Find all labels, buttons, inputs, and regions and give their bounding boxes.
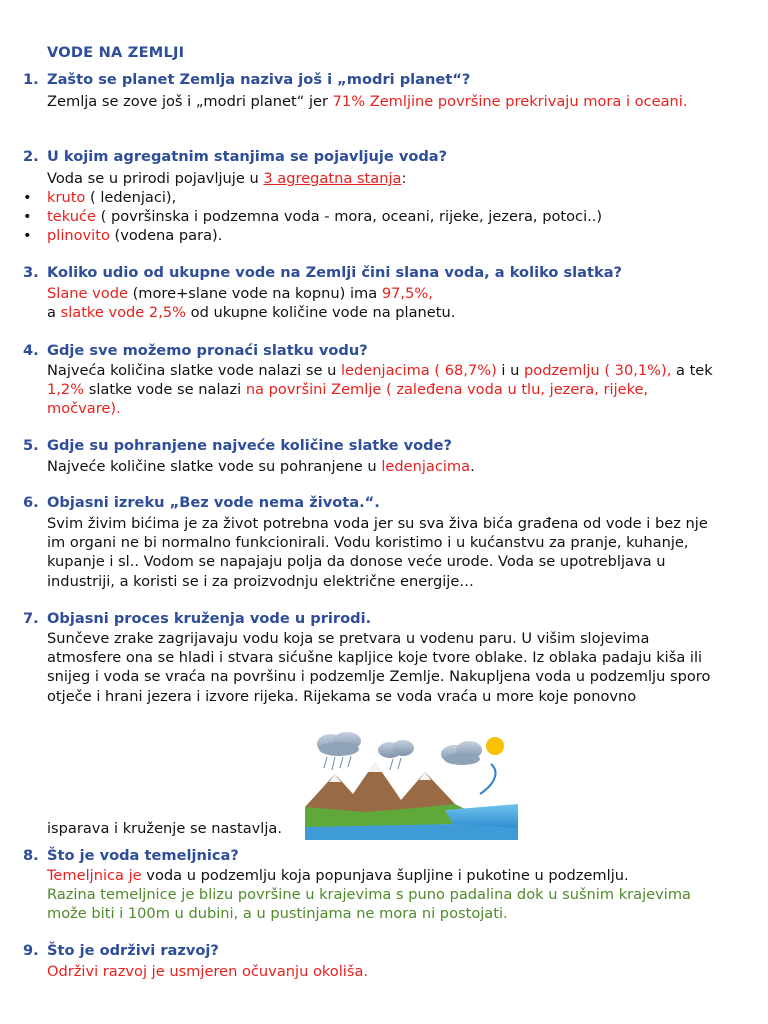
page-title: VODE NA ZEMLJI bbox=[47, 44, 185, 61]
question-4 bbox=[23, 341, 743, 361]
question-number: 9. bbox=[23, 942, 39, 959]
bullet-highlight: kruto bbox=[47, 189, 86, 206]
question-number: 6. bbox=[23, 494, 39, 511]
question-text: Što je voda temeljnica? bbox=[47, 847, 239, 864]
answer-highlight: na površini Zemlje ( zaleđena voda u tlu, jezera, rijeke, močvare). bbox=[47, 381, 649, 418]
bullet-icon: • bbox=[23, 208, 32, 225]
answer-highlight: ledenjacima bbox=[381, 458, 471, 475]
answer-highlight: ledenjacima ( 68,7%) bbox=[340, 362, 497, 379]
bullet-text: ( ledenjaci), bbox=[85, 189, 177, 206]
bullet-item bbox=[23, 226, 743, 245]
cloud-icon bbox=[378, 740, 414, 758]
answer-text: a bbox=[47, 304, 61, 321]
answer-text: a tek bbox=[671, 362, 713, 379]
question-number: 8. bbox=[23, 847, 39, 864]
answer-6: Svim živim bićima je za život potrebna voda jer su sva živa bića građena od vode i bez nje im organi ne bi normalno funkcionirali. Vodu koristimo i u kućanstvu za pranje, kuhanje, kupanje i sl.. Vodom se napajaju polja da donose veće urode. Voda se upotrebljava u industriji, a koristi se i za proizvodnju električne energije… bbox=[47, 515, 708, 590]
answer-text: . bbox=[470, 458, 475, 475]
evaporation-arrow-icon bbox=[480, 764, 495, 794]
question-text: Koliko udio od ukupne vode na Zemlji čini slana voda, a koliko slatka? bbox=[47, 264, 623, 281]
bullet-item bbox=[23, 188, 743, 207]
answer-text: Zemlja se zove još i „modri planet“ jer bbox=[47, 93, 333, 110]
answer-text: voda u podzemlju koja popunjava šupljine i pukotine u podzemlju. bbox=[141, 867, 629, 884]
bullet-text: (vodena para). bbox=[109, 227, 223, 244]
answer-3-line-2 bbox=[47, 303, 742, 322]
sun-icon bbox=[486, 737, 504, 755]
answer-5 bbox=[47, 457, 742, 476]
question-text: Objasni izreku „Bez vode nema života.“. bbox=[47, 494, 380, 511]
bullet-highlight: tekuće bbox=[47, 208, 96, 225]
question-text: Gdje su pohranjene najveće količine slatke vode? bbox=[47, 437, 452, 454]
cloud-icon bbox=[441, 741, 482, 765]
question-number: 7. bbox=[23, 610, 39, 627]
question-8 bbox=[23, 846, 743, 866]
answer-7-end: isparava i kruženje se nastavlja. bbox=[47, 820, 282, 837]
question-5 bbox=[23, 436, 743, 456]
bullet-highlight: plinovito bbox=[47, 227, 110, 244]
rain-icon bbox=[324, 756, 401, 770]
answer-8-note: Razina temeljnice je blizu površine u krajevima s puno padalina dok u sušnim krajevima može biti i 100m u dubini, a u pustinjama ne mora ni postojati. bbox=[47, 886, 691, 923]
answer-text: (more+slane vode na kopnu) ima bbox=[127, 285, 382, 302]
answer-highlight: slatke vode 2,5% bbox=[60, 304, 186, 321]
question-text: Objasni proces kruženja vode u prirodi. bbox=[47, 610, 372, 627]
question-1 bbox=[23, 70, 743, 90]
answer-highlight: Temeljnica je bbox=[47, 867, 142, 884]
answer-highlight: 71% Zemljine površine prekrivaju mora i oceani. bbox=[332, 93, 688, 110]
question-text: Što je održivi razvoj? bbox=[47, 942, 219, 959]
answer-1 bbox=[47, 92, 697, 111]
question-3 bbox=[23, 263, 743, 283]
question-number: 4. bbox=[23, 342, 39, 359]
cloud-icon bbox=[317, 732, 361, 756]
answer-8 bbox=[47, 866, 742, 885]
answer-4 bbox=[47, 361, 717, 419]
answer-7: Sunčeve zrake zagrijavaju vodu koja se pretvara u vodenu paru. U višim slojevima atmosfere ona se hladi i stvara sićušne kapljice koje tvore oblake. Iz oblaka padaju kiša ili snijeg i voda se vraća na površinu i podzemlje Zemlje. Nakupljena voda u podzemlju sporo otječe i hrani jezera i izvore rijeka. Rijekama se voda vraća u more koje ponovno bbox=[47, 630, 711, 705]
question-number: 2. bbox=[23, 148, 39, 165]
bullet-icon: • bbox=[23, 189, 32, 206]
question-9 bbox=[23, 941, 743, 961]
answer-text: i u bbox=[496, 362, 525, 379]
answer-highlight: 97,5%, bbox=[381, 285, 433, 302]
question-2 bbox=[23, 147, 743, 167]
answer-text: : bbox=[401, 170, 407, 187]
question-text: Zašto se planet Zemlja naziva još i „modri planet“? bbox=[47, 71, 471, 88]
answer-text: od ukupne količine vode na planetu. bbox=[186, 304, 456, 321]
question-number: 5. bbox=[23, 437, 39, 454]
answer-highlight: podzemlju ( 30,1%), bbox=[524, 362, 672, 379]
answer-highlight: 3 agregatna stanja bbox=[263, 170, 402, 187]
bullet-text: ( površinska i podzemna voda - mora, oceani, rijeke, jezera, potoci..) bbox=[95, 208, 603, 225]
answer-text: Voda se u prirodi pojavljuje u bbox=[47, 170, 264, 187]
answer-2-intro bbox=[47, 169, 742, 188]
question-text: U kojim agregatnim stanjima se pojavljuje voda? bbox=[47, 148, 448, 165]
question-7 bbox=[23, 609, 743, 629]
answer-9: Održivi razvoj je usmjeren očuvanju okoliša. bbox=[47, 963, 369, 980]
answer-highlight: 1,2% bbox=[47, 381, 85, 399]
answer-highlight: Slane vode bbox=[47, 285, 128, 302]
bullet-icon: • bbox=[23, 227, 32, 244]
answer-3-line-1 bbox=[47, 284, 742, 303]
question-number: 3. bbox=[23, 264, 39, 281]
answer-text: Najveće količine slatke vode su pohranjene u bbox=[47, 458, 382, 475]
question-6 bbox=[23, 493, 743, 513]
question-number: 1. bbox=[23, 71, 39, 88]
question-text: Gdje sve možemo pronaći slatku vodu? bbox=[47, 342, 368, 359]
bullet-item bbox=[23, 207, 743, 226]
answer-text: Najveća količina slatke vode nalazi se u bbox=[47, 362, 341, 379]
answer-text: slatke vode se nalazi bbox=[84, 381, 246, 399]
